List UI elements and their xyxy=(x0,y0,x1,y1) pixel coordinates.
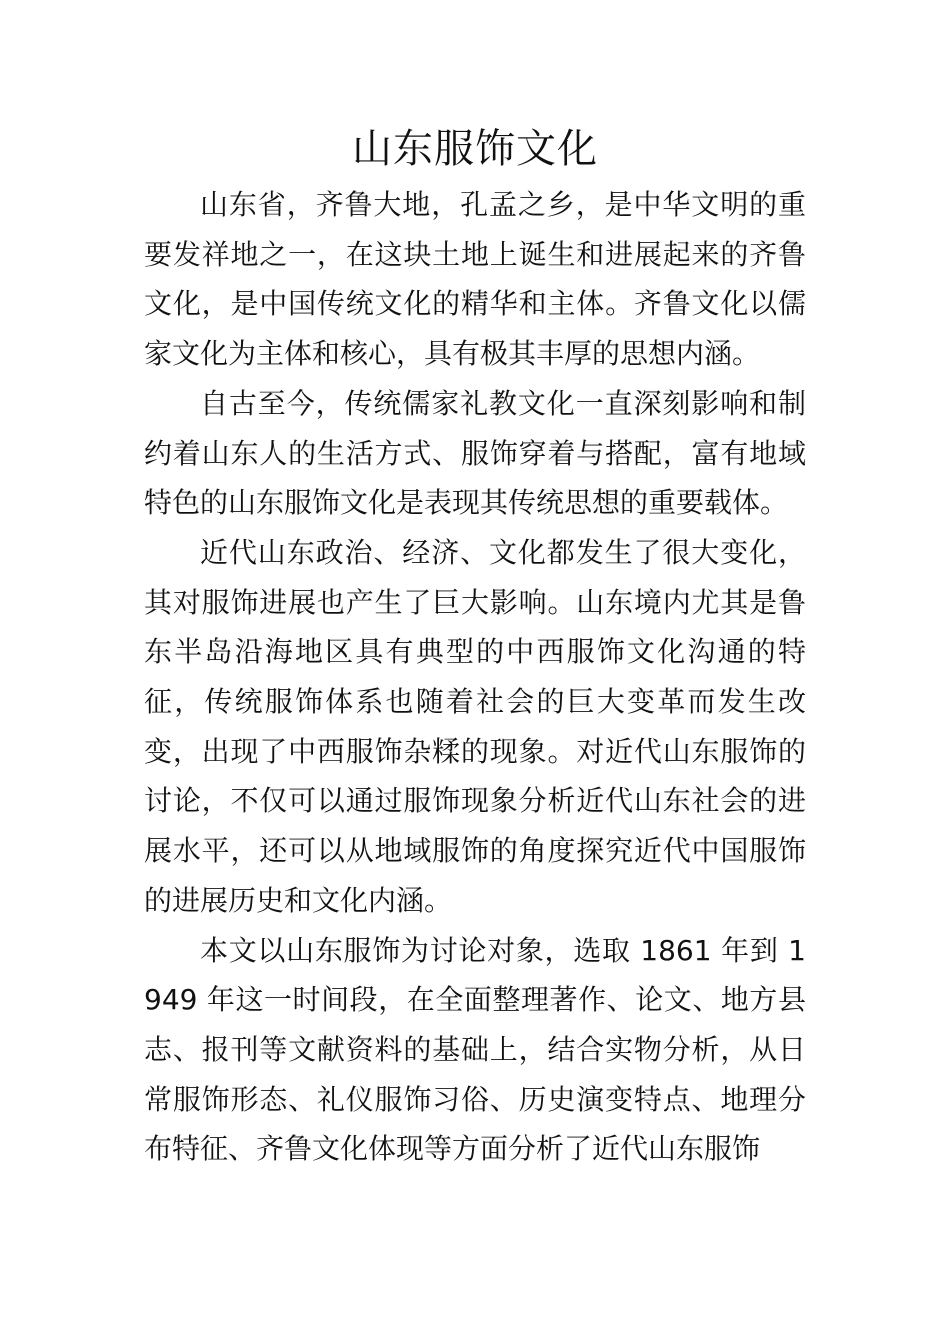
paragraph-3: 近代山东政治、经济、文化都发生了很大变化，其对服饰进展也产生了巨大影响。山东境内尤其是鲁东半岛沿海地区具有典型的中西服饰文化沟通的特征，传统服饰体系也随着社会的巨大变革而发生改变，出现了中西服饰杂糅的现象。对近代山东服饰的讨论，不仅可以通过服饰现象分析近代山东社会的进展水平，还可以从地域服饰的角度探究近代中国服饰的进展历史和文化内涵。 xyxy=(144,535,806,917)
document-title: 山东服饰文化 xyxy=(352,126,598,172)
document-page xyxy=(144,118,806,1174)
paragraph-2: 自古至今，传统儒家礼教文化一直深刻影响和制约着山东人的生活方式、服饰穿着与搭配，富有地域特色的山东服饰文化是表现其传统思想的重要载体。 xyxy=(144,386,806,520)
paragraph-1: 山东省，齐鲁大地，孔孟之乡，是中华文明的重要发祥地之一，在这块土地上诞生和进展起来的齐鲁文化，是中国传统文化的精华和主体。齐鲁文化以儒家文化为主体和核心，具有极其丰厚的思想内涵。 xyxy=(144,188,806,371)
paragraph-4: 本文以山东服饰为讨论对象，选取 1861 年到 1949 年这一时间段，在全面整理著作、论文、地方县志、报刊等文献资料的基础上，结合实物分析，从日常服饰形态、礼仪服饰习俗、历史演变特点、地理分布特征、齐鲁文化体现等方面分析了近代山东服饰 xyxy=(144,933,806,1166)
